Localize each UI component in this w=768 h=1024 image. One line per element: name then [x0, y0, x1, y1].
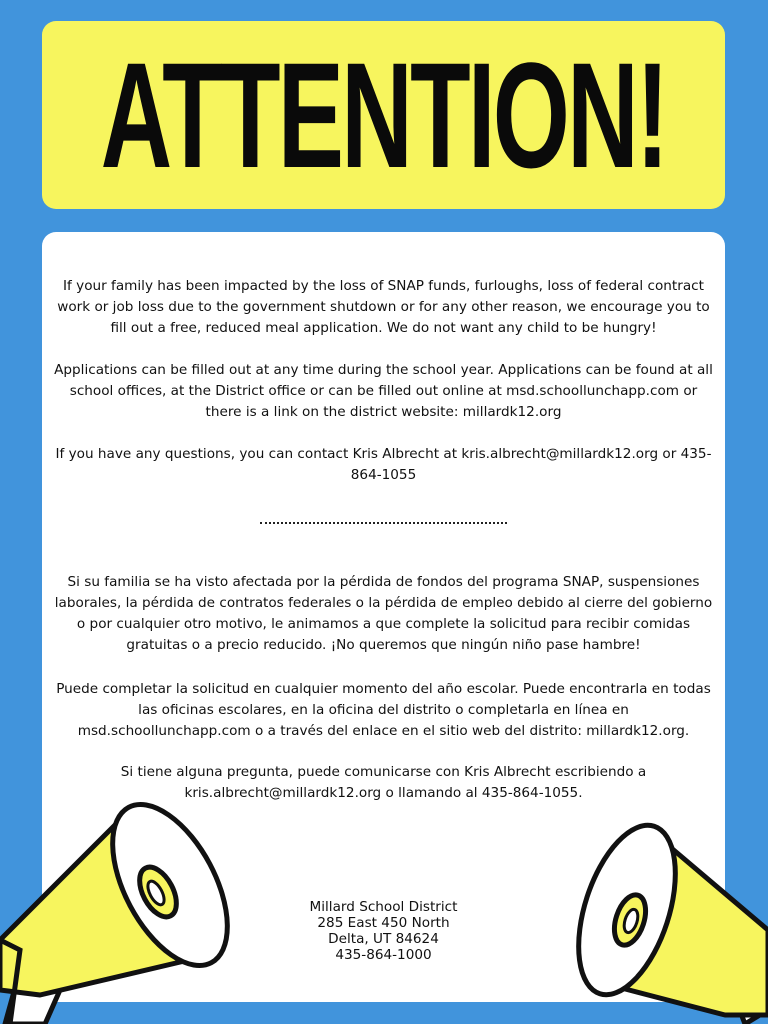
- section-divider: [260, 522, 507, 524]
- district-phone: 435-864-1000: [335, 947, 432, 963]
- district-name: Millard School District: [309, 899, 458, 915]
- megaphone-icon-right: [555, 810, 768, 1024]
- english-paragraph-contact: If you have any questions, you can contact Kris Albrecht at kris.albrecht@millardk12.org or 435-864-1055: [55, 446, 712, 483]
- attention-banner: [42, 21, 725, 209]
- district-city: Delta, UT 84624: [328, 931, 439, 947]
- district-address-block: [242, 899, 525, 963]
- english-paragraph-applications: Applications can be filled out at any time during the school year. Applications can be found at all school offices, at the District office or can be filled out online at msd.schoollunchapp.com or there is a link on the district website: millardk12.org: [54, 362, 713, 420]
- english-paragraph-impact: If your family has been impacted by the loss of SNAP funds, furloughs, loss of federal contract work or job loss due to the government shutdown or for any other reason, we encourage you to fill out a free, reduced meal application. We do not want any child to be hungry!: [57, 278, 710, 336]
- spanish-paragraph-impact: Si su familia se ha visto afectada por la pérdida de fondos del programa SNAP, suspensiones laborales, la pérdida de contratos federales o la pérdida de empleo debido al cierre del gobierno o por cualquier otro motivo, le animamos a que complete la solicitud para recibir comidas gratuitas o a precio reducido. ¡No queremos que ningún niño pase hambre!: [54, 574, 713, 653]
- spanish-paragraph-applications: Puede completar la solicitud en cualquier momento del año escolar. Puede encontrarla en todas las oficinas escolares, en la oficina del distrito o completarla en línea en msd.schoollunchapp.com o a través del enlace en el sitio web del distrito: millardk12.org.: [56, 681, 711, 739]
- megaphone-icon-left: [0, 790, 250, 1024]
- spanish-paragraph-contact: Si tiene alguna pregunta, puede comunicarse con Kris Albrecht escribiendo a kris.albrecht@millardk12.org o llamando al 435-864-1055.: [120, 764, 647, 801]
- district-street: 285 East 450 North: [317, 915, 450, 931]
- banner-title: ATTENTION!: [100, 31, 667, 199]
